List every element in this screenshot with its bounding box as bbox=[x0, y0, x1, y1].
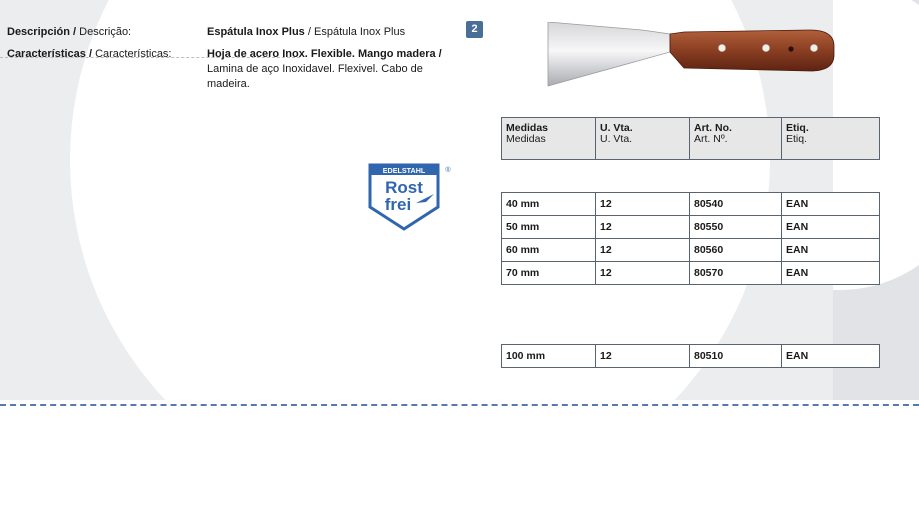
header-u-vta bbox=[596, 118, 690, 160]
cell-units: 12 bbox=[596, 262, 690, 285]
features-label-sep: / bbox=[88, 48, 93, 60]
description-value-es: Espátula Inox Plus bbox=[207, 26, 305, 38]
features-label bbox=[7, 47, 172, 62]
spatula-image bbox=[534, 22, 864, 107]
header-u-vta-es: U. Vta. bbox=[600, 122, 633, 134]
table-row bbox=[502, 239, 880, 262]
features-label-pt: Características: bbox=[95, 48, 172, 60]
features-value-pt-1: Lamina de aço Inoxidavel. Flexivel. Cabo de bbox=[207, 63, 423, 75]
header-etiq-pt: Etiq. bbox=[786, 133, 808, 145]
header-medidas-es: Medidas bbox=[506, 122, 549, 134]
rost-frei-logo bbox=[368, 163, 458, 233]
cell-article: 80570 bbox=[690, 262, 782, 285]
cell-size: 50 mm bbox=[502, 216, 596, 239]
bottom-dashed-line bbox=[0, 404, 919, 406]
cell-units: 12 bbox=[596, 345, 690, 368]
table-header bbox=[501, 117, 880, 160]
header-etiq bbox=[782, 118, 880, 160]
description-value-pt: Espátula Inox Plus bbox=[314, 26, 406, 38]
header-medidas bbox=[502, 118, 596, 160]
header-art-no bbox=[690, 118, 782, 160]
cell-units: 12 bbox=[596, 216, 690, 239]
cell-article: 80540 bbox=[690, 193, 782, 216]
table-row bbox=[502, 345, 880, 368]
cell-article: 80550 bbox=[690, 216, 782, 239]
cell-label: EAN bbox=[782, 193, 880, 216]
table-row bbox=[502, 216, 880, 239]
features-value-es: Hoja de acero Inox. Flexible. Mango madera / bbox=[207, 48, 442, 60]
item-number-badge: 2 bbox=[466, 21, 483, 38]
logo-registered-mark: ® bbox=[445, 167, 451, 174]
cell-size: 70 mm bbox=[502, 262, 596, 285]
header-etiq-es: Etiq. bbox=[786, 122, 809, 134]
table-header-row bbox=[502, 118, 880, 160]
cell-label: EAN bbox=[782, 216, 880, 239]
description-label-pt: Descrição: bbox=[79, 26, 132, 38]
logo-line1: Rost bbox=[385, 178, 423, 197]
cell-units: 12 bbox=[596, 239, 690, 262]
logo-top-text: EDELSTAHL bbox=[382, 165, 426, 175]
header-art-no-pt: Art. Nº. bbox=[694, 133, 728, 145]
features-value-pt-2: madeira. bbox=[207, 78, 250, 90]
cell-label: EAN bbox=[782, 345, 880, 368]
features-value bbox=[207, 47, 477, 92]
table-body bbox=[501, 192, 880, 285]
description-label bbox=[7, 25, 131, 40]
cell-size: 60 mm bbox=[502, 239, 596, 262]
header-art-no-es: Art. No. bbox=[694, 122, 732, 134]
cell-article: 80560 bbox=[690, 239, 782, 262]
cell-units: 12 bbox=[596, 193, 690, 216]
header-u-vta-pt: U. Vta. bbox=[600, 133, 633, 145]
cell-article: 80510 bbox=[690, 345, 782, 368]
header-medidas-pt: Medidas bbox=[506, 133, 546, 145]
cell-label: EAN bbox=[782, 239, 880, 262]
cell-label: EAN bbox=[782, 262, 880, 285]
table-row bbox=[502, 262, 880, 285]
description-label-es: Descripción bbox=[7, 26, 70, 38]
logo-line2: frei bbox=[384, 195, 412, 214]
features-label-es: Características bbox=[7, 48, 86, 60]
cell-size: 40 mm bbox=[502, 193, 596, 216]
description-value-sep: / bbox=[307, 26, 311, 38]
description-label-sep: / bbox=[73, 26, 77, 38]
table-extra bbox=[501, 344, 880, 368]
table-row bbox=[502, 193, 880, 216]
cell-size: 100 mm bbox=[502, 345, 596, 368]
description-value bbox=[207, 25, 477, 40]
